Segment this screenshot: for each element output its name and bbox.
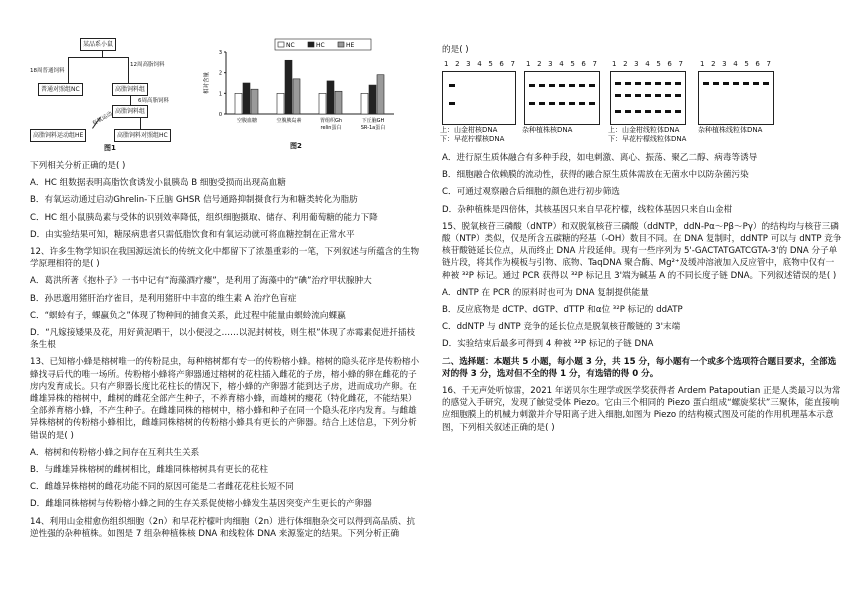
bar-nc <box>277 93 284 114</box>
box-he: 高脂饲料运动组HE <box>30 129 86 142</box>
gel2-lane-numbers: 1 2 3 4 5 6 7 <box>526 60 600 68</box>
q15-option-b[interactable]: B．反应底物是 dCTP、dGTP、dTTP 和α位 ³²P 标记的 ddATP <box>442 305 683 316</box>
section-2-heading: 二、选择题：本题共 5 小题，每小题 3 分，共 15 分，每小题有一个或多个选项符合题目要求，全部选对的得 3 分，选对但不全的得 1 分，有选错的得 0 分。 <box>442 356 837 379</box>
bar-hc <box>369 85 376 114</box>
q13-stem: 13、已知榕小蜂是榕树唯一的传粉昆虫，每种榕树都有专一的传粉榕小蜂。榕树的隐头花序是传粉榕小蜂找寻后代的唯一场所。传粉榕小蜂将产卵器通过榕树的花柱插入雌花的子房，榕小蜂的卵在雌花的子房内发育成长。只有产卵器长度比花柱长的情况下，榕小蜂的产卵器才能到达子房，进而成功产卵。在雌雄异株的榕树中，雌树的雌花全部产生种子，不养育榕小蜂，而雄树的瘿花（特化雌花，不能结果）全部养育榕小蜂，不产生种子。在雌雄同株的榕树中，榕小蜂和种子在同一个隐头花序内发育。与雌雄异株榕树的传粉榕小蜂相比，雌雄同株榕树的传粉榕小蜂具有更长的产卵器。结合上述信息，下列分析错误的是( ) <box>30 357 420 441</box>
q16-stem: 16、千无声处听惊雷，2021 年诺贝尔生理学或医学奖获得者 Ardem Patapoutian 正是人类最习以为常的感觉入手研究，发现了触觉受体 Piezo。它由三个相同的 Piezo 蛋白组成“螺旋桨状”三聚体，能直接响应细胞膜上的机械力刺激并介导阳离子进入细胞,如图为 Piezo 的结构模式图及可能的作用机理基本示意图，下列相关叙述正确的是( ) <box>442 386 841 433</box>
gel-figure <box>442 60 842 144</box>
gel-3-caption-text: 上：山金柑线粒体DNA 下：早花柠檬线粒体DNA <box>608 126 687 143</box>
q13-option-d[interactable]: D．雌雄同株榕树与传粉榕小蜂之间的生存关系促使榕小蜂发生基因突变产生更长的产卵器 <box>30 499 372 510</box>
q14-option-a[interactable]: A．进行原生质体融合有多种手段，如电刺激、离心、振荡、聚乙二醇、病毒等诱导 <box>442 153 758 163</box>
x-tick-label-line2: relin蛋白 <box>320 125 342 131</box>
gel4-lane-numbers: 1 2 3 4 5 6 7 <box>700 60 774 68</box>
box-hf: 高脂饲料组 <box>112 83 148 96</box>
bar-hc <box>243 83 250 114</box>
bar-chart-svg <box>200 38 400 150</box>
bar-he <box>335 91 342 114</box>
legend-swatch-nc <box>278 42 284 47</box>
bar-he <box>377 75 384 114</box>
bar-nc <box>235 93 242 114</box>
gel-4 <box>698 71 774 125</box>
bar-hc <box>285 60 292 114</box>
box-root: 某品系小鼠 <box>80 38 116 51</box>
gel3-lane-numbers: 1 2 3 4 5 6 7 <box>612 60 686 68</box>
q12-option-c[interactable]: C．“螟蛉有子，蜾蠃负之”体现了物种间的捕食关系，此过程中能量由螟蛉流向蜾蠃 <box>30 310 346 321</box>
y-tick-label: 0 <box>218 112 222 118</box>
q14-option-b[interactable]: B．细胞融合依赖膜的流动性，获得的融合原生质体需放在无菌水中以防杂菌污染 <box>442 170 749 181</box>
box-hc: 高脂饲料对照组HC <box>114 129 171 142</box>
x-tick-label: 空腹胰岛素 <box>276 118 302 124</box>
q14-stem: 14、利用山金柑愈伤组织细胞（2n）和早花柠檬叶肉细胞（2n）进行体细胞杂交可以得到高品质、抗逆性强的杂种植株。如图是 7 组杂种植株核 DNA 和线粒体 DNA 来源鉴定的结果。下列分析正确 <box>30 516 416 539</box>
label-6w: 6周高脂饲料 <box>138 98 169 104</box>
q14-continuation: 的是( ) <box>442 45 469 55</box>
q12-option-d[interactable]: D．“凡嫁接矮果及花，用好黄泥晒干，以小便浸之……以泥封树枝，则生根”体现了赤霉素促进扦插枝条生根 <box>30 328 416 351</box>
bar-nc <box>319 93 326 114</box>
figure-2-chart <box>200 38 400 150</box>
legend-swatch-hc <box>308 42 314 47</box>
x-tick-label: 胃组织Gh <box>319 118 343 124</box>
legend-label-nc: NC <box>286 42 295 49</box>
q11-option-d[interactable]: D．由实验结果可知，糖尿病患者只需低脂饮食和有氧运动就可将血糖控制在正常水平 <box>30 229 355 240</box>
q12-stem: 12、许多生物学知识在我国源远流长的传统文化中都留下了浓墨重彩的一笔，下列叙述与所蕴含的生物学原理相符的是( ) <box>30 247 420 270</box>
x-tick-label: 下丘脑GH <box>361 118 385 124</box>
legend-swatch-he <box>338 42 344 47</box>
y-axis-label: 相对含量 <box>204 71 210 95</box>
gel-1-caption <box>440 126 504 144</box>
x-tick-label: 空腹血糖 <box>236 118 258 124</box>
q13-option-b[interactable]: B．与雌雄异株榕树的雌树相比，雌雄同株榕树具有更长的花柱 <box>30 465 268 476</box>
box-nc: 普通对照组NC <box>38 83 83 96</box>
q12-option-b[interactable]: B．孙思邈用猪肝治疗雀目，是利用猪肝中丰富的维生素 A 治疗色盲症 <box>30 293 297 304</box>
bar-he <box>293 79 300 114</box>
q13-option-a[interactable]: A．榕树和传粉榕小蜂之间存在互利共生关系 <box>30 447 200 458</box>
gel-1-caption-text: 上：山金柑核DNA 下：早花柠檬核DNA <box>440 126 505 143</box>
gel-2 <box>524 71 600 125</box>
bar-hc <box>327 81 334 114</box>
x-tick-label-line2: SR-1a蛋白 <box>360 125 386 131</box>
legend-label-he: HE <box>346 42 355 49</box>
gel-2-caption: 杂种植株核DNA <box>522 126 573 134</box>
label-18w: 18周普通饲料 <box>30 68 65 74</box>
gel-4-caption: 杂种植株线粒体DNA <box>698 126 763 134</box>
gel1-lane-numbers: 1 2 3 4 5 6 7 <box>444 60 518 68</box>
q15-option-d[interactable]: D．实验结束后最多可得到 4 种被 ³²P 标记的子链 DNA <box>442 339 654 350</box>
label-exercise: 有氧运动 <box>91 111 114 128</box>
q15-stem: 15、脱氧核苷三磷酸（dNTP）和双脱氧核苷三磷酸（ddNTP，ddN-Pα～Pβ～Pγ）的结构均与核苷三磷酸（NTP）类似，仅是所含五碳糖的羟基（-OH）数目不同。在 DNA 复制时，ddNTP 可以与 dNTP 竞争核苷酸链延长位点，从而终止 DNA 片段延伸。现有一些序列为 5'-GACTATGATCGTA-3'的 DNA 分子单链片段，将其作为模板与引物、底物、TaqDNA 聚合酶、Mg²⁺及缓冲溶液加入反应管中，底物中仅有一种被 ³²P 标记。通过 PCR 获得以 ³²P 标记且 3'端为碱基 A 的不同长度子链 DNA。下列叙述错误的是( ) <box>442 221 842 281</box>
q11-option-c[interactable]: C．HC 组小鼠胰岛素与受体的识别效率降低，组织细胞摄取、储存、利用葡萄糖的能力下降 <box>30 212 378 223</box>
q15-option-c[interactable]: C．ddNTP 与 dNTP 竞争的延长位点是脱氧核苷酸链的 3'末端 <box>442 322 681 333</box>
gel-1 <box>442 71 516 125</box>
q14-option-d[interactable]: D．杂种植株是四倍体，其核基因只来自早花柠檬，线粒体基因只来自山金柑 <box>442 204 733 215</box>
q12-option-a[interactable]: A．葛洪所著《抱朴子》一书中记有“海藻酒疗瘿”，是利用了海藻中的“碘”治疗甲状腺肿大 <box>30 276 372 287</box>
q14-option-c[interactable]: C．可通过观察融合后细胞的颜色进行初步筛选 <box>442 187 620 198</box>
q11-option-b[interactable]: B．有氧运动通过启动Ghrelin-下丘脑 GHSR 信号通路抑制摄食行为和糖类转化为脂肪 <box>30 195 358 206</box>
gel-3-caption <box>608 126 686 144</box>
q11-intro: 下列相关分析正确的是( ) <box>30 161 126 171</box>
bar-he <box>251 89 258 114</box>
figure-2-caption: 图2 <box>290 142 302 150</box>
y-tick-label: 1 <box>218 91 222 98</box>
figure-1-flowchart <box>30 38 190 150</box>
box-hf2: 高脂饲料组 <box>112 105 148 118</box>
gel-3 <box>610 71 686 125</box>
y-tick-label: 2 <box>218 70 222 77</box>
q15-option-a[interactable]: A．dNTP 在 PCR 的原料时也可为 DNA 复制提供能量 <box>442 287 649 298</box>
legend-label-hc: HC <box>316 42 325 49</box>
y-tick-label: 3 <box>218 50 222 56</box>
q11-option-a[interactable]: A．HC 组数据表明高脂饮食诱发小鼠胰岛 B 细胞受损而出现高血糖 <box>30 178 286 189</box>
bar-nc <box>361 93 368 114</box>
q13-option-c[interactable]: C．雌雄异株榕树的雌花功能不同的原因可能是二者雌花花柱长短不同 <box>30 482 294 493</box>
figure-1-caption: 图1 <box>104 144 116 152</box>
label-12w: 12周高脂饲料 <box>130 62 165 68</box>
